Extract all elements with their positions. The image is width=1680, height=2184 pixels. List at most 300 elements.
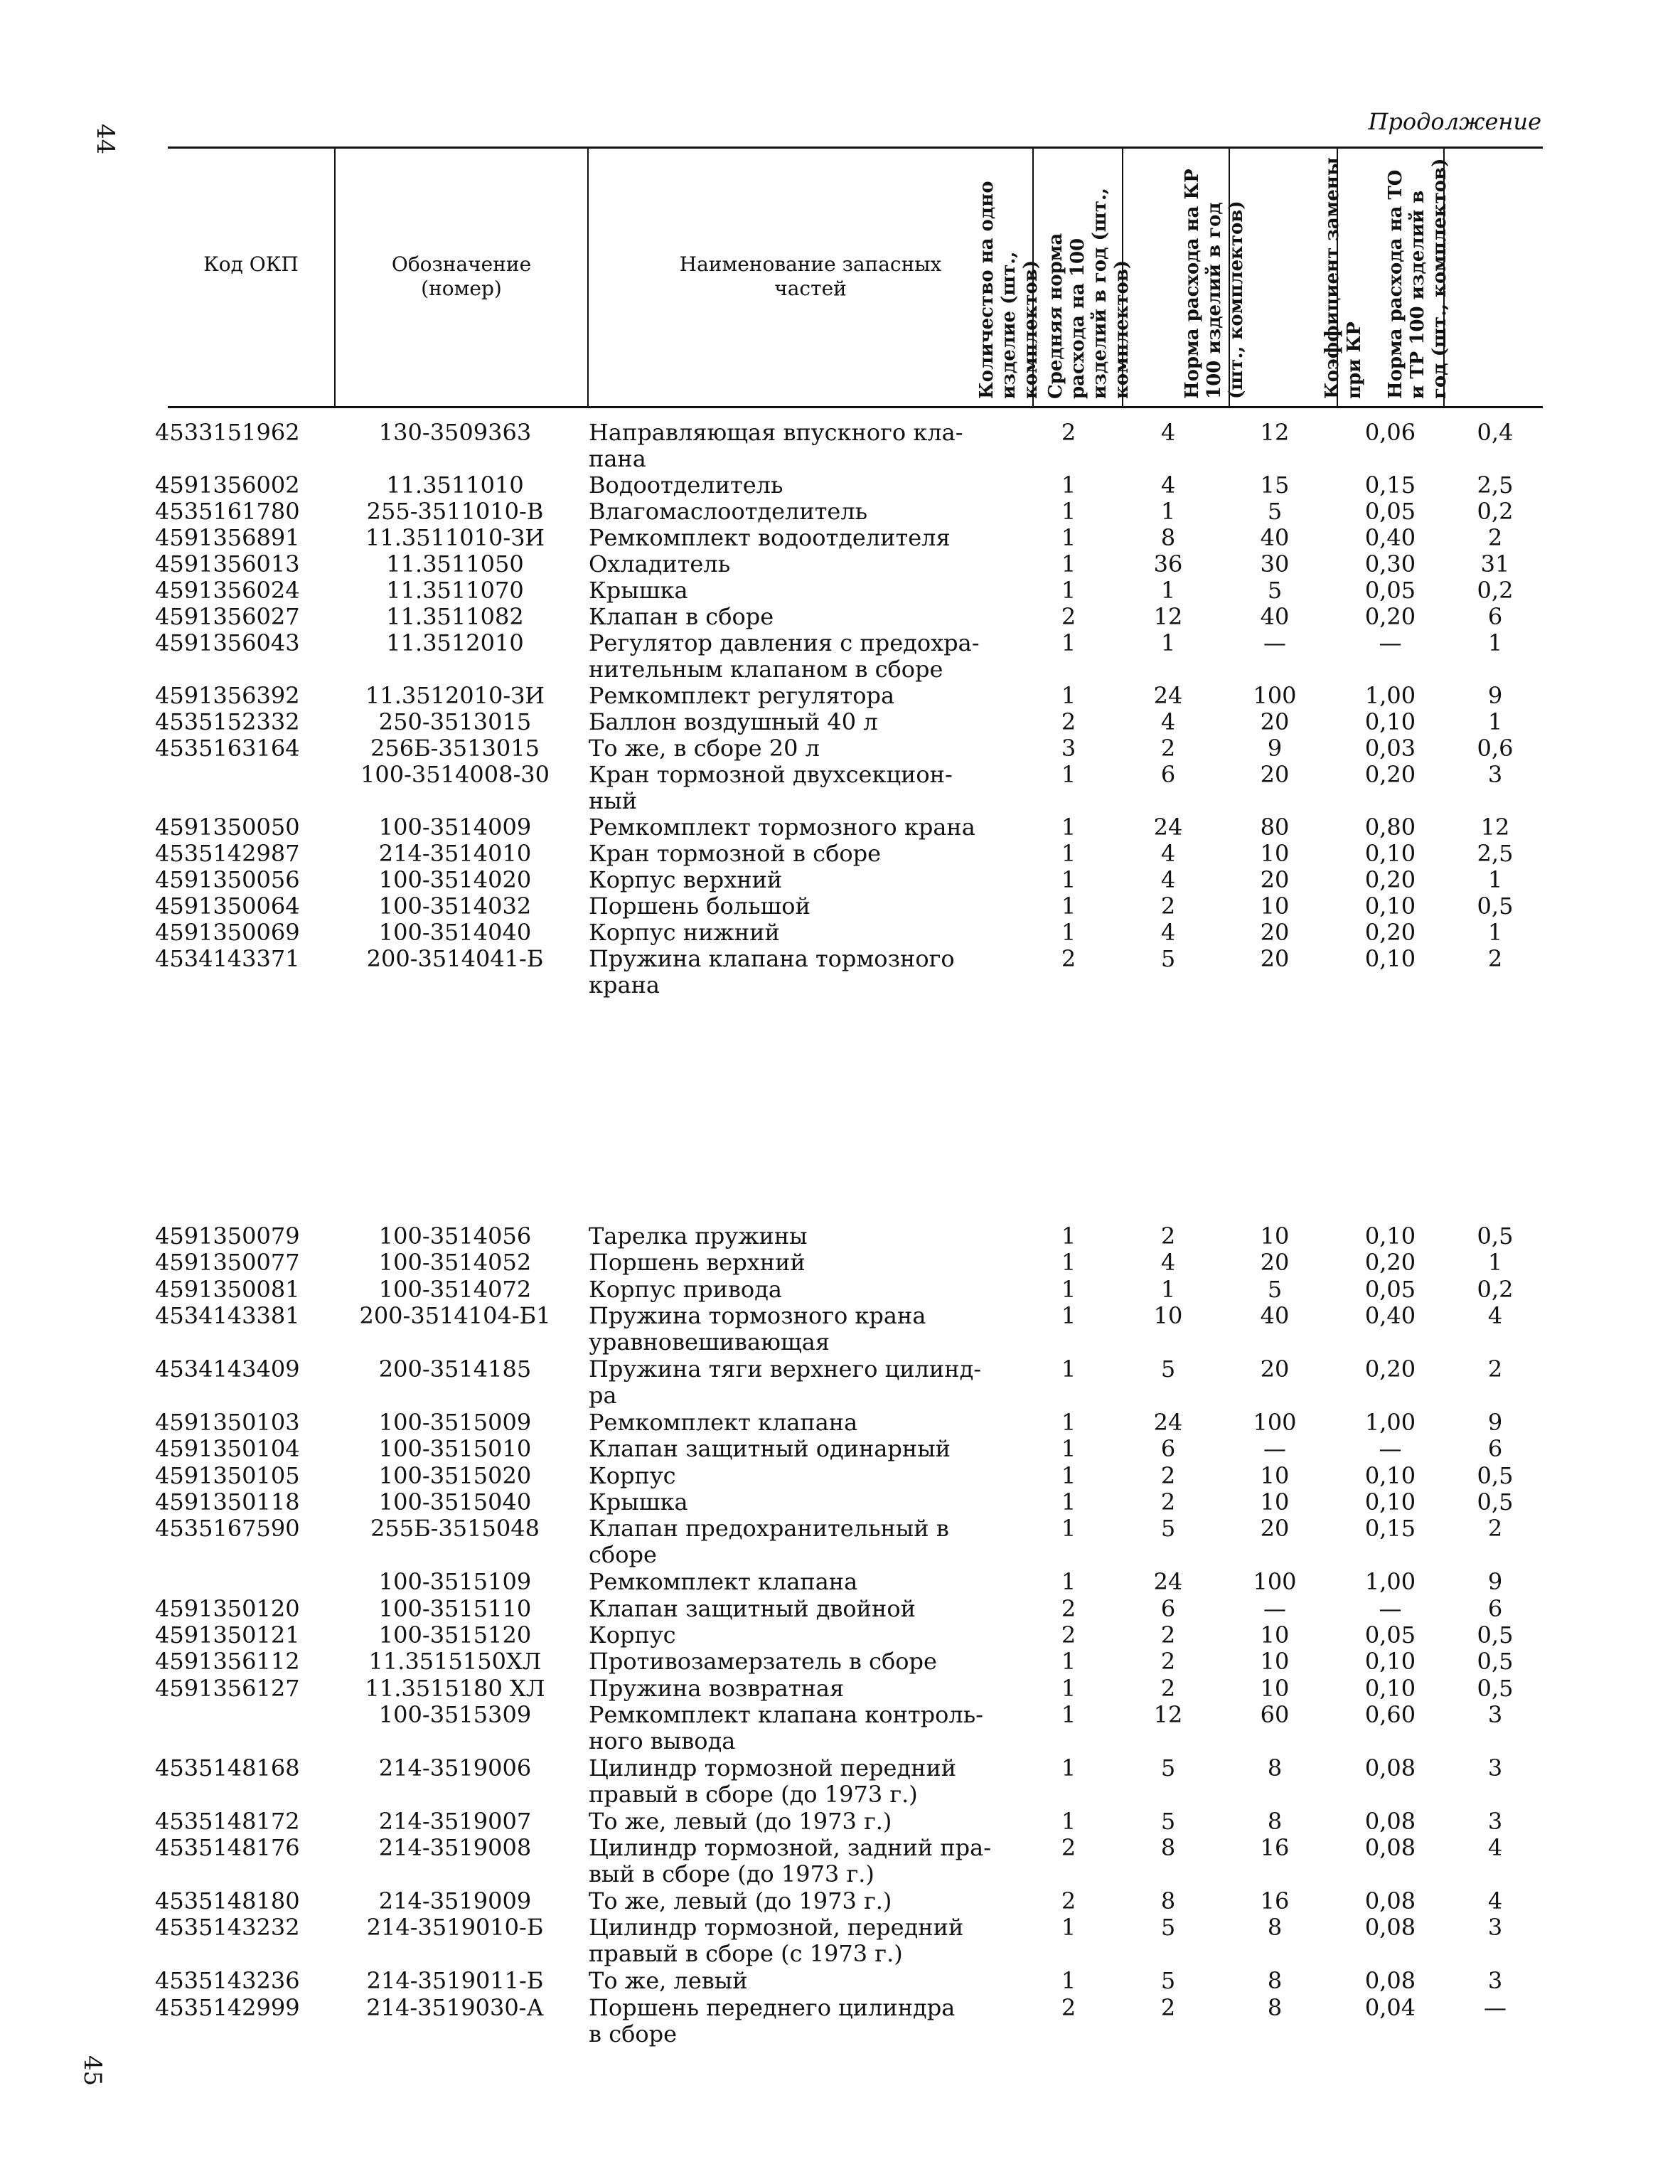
kr-norm: 100 — [1253, 1408, 1297, 1436]
part-name: Корпус — [589, 1461, 676, 1489]
table-row — [0, 629, 1680, 683]
avg-norm: 4 — [1160, 919, 1176, 946]
table-row — [0, 735, 1680, 762]
part-number: 100-3514009 — [378, 814, 532, 841]
table-row — [0, 1277, 1680, 1304]
to-tr-norm: 0,5 — [1477, 1621, 1514, 1648]
table-row — [0, 1489, 1680, 1516]
part-number: 100-3515110 — [378, 1594, 532, 1622]
kr-norm: 20 — [1260, 1249, 1290, 1277]
qty-per-unit: 1 — [1061, 1408, 1076, 1436]
to-tr-norm: 0,6 — [1477, 735, 1514, 762]
avg-norm: 4 — [1160, 472, 1176, 499]
table-row — [0, 920, 1680, 947]
header-to-norm — [1385, 149, 1543, 406]
kr-norm: 10 — [1260, 893, 1290, 920]
avg-norm: 6 — [1160, 1435, 1176, 1463]
part-number: 100-3515020 — [378, 1461, 532, 1489]
part-name: Клапан защитный двойной — [589, 1594, 916, 1622]
okp-code: 4535148168 — [155, 1754, 300, 1781]
part-number: 100-3515040 — [378, 1488, 532, 1516]
okp-code: 4591350064 — [155, 893, 300, 920]
okp-code: 4591356024 — [155, 577, 300, 604]
avg-norm: 6 — [1160, 1594, 1176, 1622]
to-tr-norm: 3 — [1487, 761, 1503, 788]
part-name: Пружина тормозного крана уравновешивающая — [589, 1302, 926, 1356]
table-row — [0, 683, 1680, 710]
to-tr-norm: 3 — [1487, 1754, 1503, 1781]
okp-code: 4535161780 — [155, 498, 300, 525]
okp-code: 4591356891 — [155, 524, 300, 551]
table-row — [0, 1834, 1680, 1888]
kr-norm: 10 — [1260, 1461, 1290, 1489]
kr-norm: 9 — [1267, 735, 1283, 762]
to-tr-norm: 2 — [1487, 524, 1503, 551]
qty-per-unit: 1 — [1061, 1275, 1076, 1303]
okp-code: 4591350103 — [155, 1408, 300, 1436]
replacement-coef: — — [1379, 1594, 1402, 1622]
part-number: 200-3514104-Б1 — [359, 1302, 551, 1330]
part-number: 256Б-3513015 — [370, 735, 540, 762]
table-row — [0, 604, 1680, 631]
part-name: Баллон воздушный 40 л — [589, 708, 878, 735]
avg-norm: 5 — [1160, 1515, 1176, 1543]
table-row — [0, 551, 1680, 578]
qty-per-unit: 1 — [1061, 1355, 1076, 1383]
replacement-coef: 1,00 — [1364, 1568, 1416, 1596]
table-row — [0, 472, 1680, 499]
kr-norm: 8 — [1267, 1914, 1283, 1941]
okp-code: 4591356002 — [155, 472, 300, 499]
part-name: Кран тормозной в сборе — [589, 840, 882, 867]
avg-norm: 4 — [1160, 1249, 1176, 1277]
part-name: То же, левый (до 1973 г.) — [589, 1887, 892, 1914]
part-number: 214-3519009 — [378, 1887, 532, 1914]
okp-code: 4591350104 — [155, 1435, 300, 1463]
avg-norm: 12 — [1153, 603, 1183, 630]
okp-code: 4591350069 — [155, 919, 300, 946]
okp-code: 4534143371 — [155, 945, 300, 972]
to-tr-norm: 4 — [1487, 1887, 1503, 1914]
header-to-norm-label: Норма расхода на ТО и ТР 100 изделий в год (шт., комплектов) — [1385, 158, 1450, 399]
qty-per-unit: 1 — [1061, 1515, 1076, 1543]
table-row — [0, 1355, 1680, 1409]
table-row — [0, 1648, 1680, 1676]
to-tr-norm: 1 — [1487, 708, 1503, 735]
qty-per-unit: 1 — [1061, 1807, 1076, 1835]
kr-norm: 10 — [1260, 1488, 1290, 1516]
part-name: Крышка — [589, 577, 688, 604]
page-number-bottom: 45 — [78, 2055, 107, 2087]
okp-code: 4535142987 — [155, 840, 300, 867]
to-tr-norm: 0,2 — [1477, 498, 1514, 525]
replacement-coef: 0,08 — [1364, 1834, 1416, 1862]
avg-norm: 5 — [1160, 1914, 1176, 1941]
part-number: 100-3515120 — [378, 1621, 532, 1648]
qty-per-unit: 2 — [1061, 1993, 1076, 2021]
avg-norm: 36 — [1153, 550, 1183, 577]
kr-norm: 60 — [1260, 1701, 1290, 1729]
header-name — [589, 149, 1034, 406]
part-name: Поршень переднего цилиндра в сборе — [589, 1993, 956, 2047]
part-number: 100-3514040 — [378, 919, 532, 946]
replacement-coef: 0,08 — [1364, 1754, 1416, 1781]
kr-norm: 8 — [1267, 1807, 1283, 1835]
avg-norm: 1 — [1160, 498, 1176, 525]
avg-norm: 8 — [1160, 1834, 1176, 1862]
table-row — [0, 525, 1680, 552]
avg-norm: 4 — [1160, 708, 1176, 735]
kr-norm: 100 — [1253, 682, 1297, 709]
table-row — [0, 1596, 1680, 1623]
okp-code: 4591356112 — [155, 1648, 300, 1676]
avg-norm: 2 — [1160, 1222, 1176, 1250]
part-number: 100-3514020 — [378, 866, 532, 893]
table-row — [0, 1250, 1680, 1277]
replacement-coef: 1,00 — [1364, 1408, 1416, 1436]
part-name: Корпус нижний — [589, 919, 780, 946]
part-name: Влагомаслоотделитель — [589, 498, 868, 525]
part-number: 250-3513015 — [378, 708, 532, 735]
to-tr-norm: 0,5 — [1477, 1674, 1514, 1702]
replacement-coef: 0,20 — [1364, 1249, 1416, 1277]
table-row — [0, 1701, 1680, 1755]
to-tr-norm: 2 — [1487, 1515, 1503, 1543]
replacement-coef: 0,08 — [1364, 1967, 1416, 1995]
header-kr-norm-label: Норма расхода на КР 100 изделий в год (шт., комплектов) — [1182, 169, 1247, 399]
kr-norm: 10 — [1260, 1648, 1290, 1676]
part-number: 214-3514010 — [378, 840, 532, 867]
okp-code: 4535143232 — [155, 1914, 300, 1941]
to-tr-norm: 4 — [1487, 1834, 1503, 1862]
replacement-coef: 0,20 — [1364, 919, 1416, 946]
kr-norm: 20 — [1260, 919, 1290, 946]
table-header — [168, 147, 1543, 408]
table-row — [0, 577, 1680, 604]
header-okp — [168, 149, 336, 406]
part-name: Цилиндр тормозной, задний пра- вый в сборе (до 1973 г.) — [589, 1834, 991, 1888]
part-name: Ремкомплект тормозного крана — [589, 814, 975, 841]
okp-code: 4535148176 — [155, 1834, 300, 1862]
avg-norm: 6 — [1160, 761, 1176, 788]
part-number: 100-3514056 — [378, 1222, 532, 1250]
qty-per-unit: 1 — [1061, 1249, 1076, 1277]
replacement-coef: 1,00 — [1364, 682, 1416, 709]
qty-per-unit: 1 — [1061, 1222, 1076, 1250]
kr-norm: 10 — [1260, 840, 1290, 867]
table-row — [0, 1809, 1680, 1836]
okp-code: 4534143381 — [155, 1302, 300, 1330]
okp-code: 4591350120 — [155, 1594, 300, 1622]
part-number: 100-3514008-30 — [360, 761, 550, 788]
part-number: 214-3519011-Б — [366, 1967, 544, 1995]
kr-norm: 80 — [1260, 814, 1290, 841]
table-row — [0, 1888, 1680, 1915]
qty-per-unit: 1 — [1061, 524, 1076, 551]
qty-per-unit: 1 — [1061, 498, 1076, 525]
part-number: 11.3515180 ХЛ — [365, 1674, 545, 1702]
qty-per-unit: 1 — [1061, 1568, 1076, 1596]
replacement-coef: 0,08 — [1364, 1887, 1416, 1914]
replacement-coef: 0,06 — [1364, 419, 1416, 446]
avg-norm: 1 — [1160, 577, 1176, 604]
okp-code: 4591350050 — [155, 814, 300, 841]
continuation-label: Продолжение — [1368, 108, 1541, 135]
avg-norm: 2 — [1160, 1621, 1176, 1648]
to-tr-norm: 9 — [1487, 682, 1503, 709]
qty-per-unit: 2 — [1061, 945, 1076, 972]
kr-norm: 40 — [1260, 603, 1290, 630]
avg-norm: 5 — [1160, 1967, 1176, 1995]
kr-norm: 8 — [1267, 1967, 1283, 1995]
table-row — [0, 1754, 1680, 1808]
qty-per-unit: 1 — [1061, 1914, 1076, 1941]
to-tr-norm: 0,5 — [1477, 893, 1514, 920]
replacement-coef: 0,05 — [1364, 498, 1416, 525]
table-row — [0, 1569, 1680, 1596]
okp-code: 4535148172 — [155, 1807, 300, 1835]
okp-code: 4535142999 — [155, 1993, 300, 2021]
page-number-top: 44 — [91, 124, 119, 155]
part-number: 214-3519007 — [378, 1807, 532, 1835]
table-row — [0, 1622, 1680, 1649]
okp-code: 4591350118 — [155, 1488, 300, 1516]
replacement-coef: 0,10 — [1364, 1674, 1416, 1702]
avg-norm: 5 — [1160, 1807, 1176, 1835]
qty-per-unit: 2 — [1061, 1887, 1076, 1914]
okp-code: 4534143409 — [155, 1355, 300, 1383]
to-tr-norm: 2 — [1487, 1355, 1503, 1383]
replacement-coef: 0,05 — [1364, 577, 1416, 604]
part-name: Тарелка пружины — [589, 1222, 808, 1250]
avg-norm: 24 — [1153, 814, 1183, 841]
table-row — [0, 893, 1680, 920]
part-name: То же, в сборе 20 л — [589, 735, 820, 762]
table-row — [0, 761, 1680, 814]
part-name: Корпус — [589, 1621, 676, 1648]
okp-code: 4591356043 — [155, 629, 300, 656]
kr-norm: 16 — [1260, 1834, 1290, 1862]
qty-per-unit: 1 — [1061, 1967, 1076, 1995]
to-tr-norm: 2,5 — [1477, 472, 1514, 499]
replacement-coef: 0,10 — [1364, 1488, 1416, 1516]
kr-norm: 15 — [1260, 472, 1290, 499]
avg-norm: 2 — [1160, 1993, 1176, 2021]
table-row — [0, 709, 1680, 736]
qty-per-unit: 2 — [1061, 1594, 1076, 1622]
replacement-coef: 0,05 — [1364, 1275, 1416, 1303]
part-name: Клапан защитный одинарный — [589, 1435, 951, 1463]
kr-norm: 10 — [1260, 1674, 1290, 1702]
qty-per-unit: 1 — [1061, 682, 1076, 709]
avg-norm: 24 — [1153, 682, 1183, 709]
part-name: Пружина клапана тормозного крана — [589, 945, 955, 998]
qty-per-unit: 1 — [1061, 472, 1076, 499]
table-row — [0, 841, 1680, 868]
replacement-coef: — — [1379, 629, 1402, 656]
part-number: 100-3515109 — [378, 1568, 532, 1596]
okp-code: 4591350056 — [155, 866, 300, 893]
avg-norm: 8 — [1160, 1887, 1176, 1914]
table-row — [0, 867, 1680, 894]
part-name: Кран тормозной двухсекцион- ный — [589, 761, 953, 814]
to-tr-norm: 0,5 — [1477, 1648, 1514, 1676]
avg-norm: 2 — [1160, 893, 1176, 920]
kr-norm: — — [1263, 1435, 1286, 1463]
part-name: Клапан в сборе — [589, 603, 774, 630]
part-number: 214-3519006 — [378, 1754, 532, 1781]
kr-norm: 30 — [1260, 550, 1290, 577]
kr-norm: 20 — [1260, 1355, 1290, 1383]
part-name: Ремкомплект клапана контроль- ного вывода — [589, 1701, 983, 1755]
qty-per-unit: 1 — [1061, 1435, 1076, 1463]
part-number: 100-3515309 — [378, 1701, 532, 1729]
to-tr-norm: 2 — [1487, 945, 1503, 972]
qty-per-unit: 2 — [1061, 603, 1076, 630]
replacement-coef: 0,15 — [1364, 1515, 1416, 1543]
okp-code: 4535163164 — [155, 735, 300, 762]
kr-norm: 20 — [1260, 761, 1290, 788]
to-tr-norm: 3 — [1487, 1807, 1503, 1835]
okp-code: 4591356392 — [155, 682, 300, 709]
part-number: 214-3519010-Б — [366, 1914, 544, 1941]
avg-norm: 5 — [1160, 1355, 1176, 1383]
qty-per-unit: 1 — [1061, 1488, 1076, 1516]
header-avg-norm-label: Средняя норма расхода на 100 изделий в год (шт., комплектов) — [1045, 188, 1133, 399]
replacement-coef: 0,10 — [1364, 1461, 1416, 1489]
kr-norm: 20 — [1260, 866, 1290, 893]
to-tr-norm: 9 — [1487, 1568, 1503, 1596]
okp-code: 4591350077 — [155, 1249, 300, 1277]
qty-per-unit: 3 — [1061, 735, 1076, 762]
replacement-coef: 0,08 — [1364, 1914, 1416, 1941]
part-name: То же, левый — [589, 1967, 748, 1995]
qty-per-unit: 1 — [1061, 893, 1076, 920]
okp-code: 4591350105 — [155, 1461, 300, 1489]
header-name-label: Наименование запасных частей — [679, 252, 942, 300]
to-tr-norm: 6 — [1487, 1435, 1503, 1463]
table-row — [0, 1993, 1680, 2047]
okp-code: 4591356027 — [155, 603, 300, 630]
replacement-coef: 0,10 — [1364, 893, 1416, 920]
kr-norm: — — [1263, 629, 1286, 656]
to-tr-norm: 31 — [1480, 550, 1510, 577]
kr-norm: 16 — [1260, 1887, 1290, 1914]
qty-per-unit: 1 — [1061, 550, 1076, 577]
part-number: 100-3514032 — [378, 893, 532, 920]
part-name: Корпус привода — [589, 1275, 782, 1303]
table-row — [0, 1302, 1680, 1356]
kr-norm: 20 — [1260, 945, 1290, 972]
replacement-coef: 0,04 — [1364, 1993, 1416, 2021]
qty-per-unit: 1 — [1061, 761, 1076, 788]
avg-norm: 2 — [1160, 1674, 1176, 1702]
avg-norm: 2 — [1160, 1488, 1176, 1516]
to-tr-norm: 6 — [1487, 1594, 1503, 1622]
part-name: Цилиндр тормозной передний правый в сборе (до 1973 г.) — [589, 1754, 957, 1808]
part-name: Цилиндр тормозной, передний правый в сборе (с 1973 г.) — [589, 1914, 964, 1968]
avg-norm: 2 — [1160, 1461, 1176, 1489]
part-name: Корпус верхний — [589, 866, 783, 893]
qty-per-unit: 1 — [1061, 919, 1076, 946]
qty-per-unit: 1 — [1061, 629, 1076, 656]
avg-norm: 1 — [1160, 1275, 1176, 1303]
qty-per-unit: 1 — [1061, 1701, 1076, 1729]
kr-norm: 40 — [1260, 524, 1290, 551]
header-coef-label: Коэффициент замены при КР — [1322, 157, 1365, 399]
table-row — [0, 1436, 1680, 1463]
header-okp-label: Код ОКП — [203, 252, 299, 276]
avg-norm: 2 — [1160, 735, 1176, 762]
avg-norm: 4 — [1160, 419, 1176, 446]
part-name: Противозамерзатель в сборе — [589, 1648, 937, 1676]
qty-per-unit: 2 — [1061, 419, 1076, 446]
qty-per-unit: 2 — [1061, 1834, 1076, 1862]
okp-code: 4535167590 — [155, 1515, 300, 1543]
qty-per-unit: 1 — [1061, 577, 1076, 604]
table-row — [0, 1410, 1680, 1437]
avg-norm: 24 — [1153, 1568, 1183, 1596]
part-name: Водоотделитель — [589, 472, 783, 499]
part-number: 100-3514052 — [378, 1249, 532, 1277]
avg-norm: 5 — [1160, 1754, 1176, 1781]
part-name: Ремкомплект клапана — [589, 1568, 858, 1596]
part-name: Регулятор давления с предохра- нительным клапаном в сборе — [589, 629, 980, 683]
okp-code: 4535152332 — [155, 708, 300, 735]
to-tr-norm: 0,5 — [1477, 1461, 1514, 1489]
okp-code: 4535143236 — [155, 1967, 300, 1995]
qty-per-unit: 1 — [1061, 1461, 1076, 1489]
to-tr-norm: 1 — [1487, 1249, 1503, 1277]
to-tr-norm: 6 — [1487, 603, 1503, 630]
part-number: 100-3514072 — [378, 1275, 532, 1303]
avg-norm: 10 — [1153, 1302, 1183, 1330]
replacement-coef: 0,20 — [1364, 1355, 1416, 1383]
to-tr-norm: 4 — [1487, 1302, 1503, 1330]
table-row — [0, 1515, 1680, 1569]
kr-norm: 40 — [1260, 1302, 1290, 1330]
replacement-coef: — — [1379, 1435, 1402, 1463]
replacement-coef: 0,80 — [1364, 814, 1416, 841]
header-qty-label: Количество на одно изделие (шт., комплектов) — [976, 181, 1042, 399]
part-number: 11.3511010 — [386, 472, 524, 499]
qty-per-unit: 2 — [1061, 708, 1076, 735]
replacement-coef: 0,05 — [1364, 1621, 1416, 1648]
kr-norm: 100 — [1253, 1568, 1297, 1596]
avg-norm: 4 — [1160, 866, 1176, 893]
qty-per-unit: 1 — [1061, 1674, 1076, 1702]
kr-norm: 10 — [1260, 1621, 1290, 1648]
part-number: 11.3511010-ЗИ — [365, 524, 545, 551]
part-number: 11.3511070 — [386, 577, 524, 604]
replacement-coef: 0,10 — [1364, 945, 1416, 972]
part-name: Пружина тяги верхнего цилинд- ра — [589, 1355, 982, 1409]
kr-norm: 10 — [1260, 1222, 1290, 1250]
replacement-coef: 0,40 — [1364, 524, 1416, 551]
avg-norm: 4 — [1160, 840, 1176, 867]
part-name: Направляющая впускного кла- пана — [589, 419, 963, 472]
table-row — [0, 499, 1680, 526]
part-name: Ремкомплект регулятора — [589, 682, 895, 709]
to-tr-norm: 1 — [1487, 629, 1503, 656]
table-row — [0, 945, 1680, 998]
qty-per-unit: 1 — [1061, 1648, 1076, 1676]
qty-per-unit: 1 — [1061, 866, 1076, 893]
to-tr-norm: 0,2 — [1477, 577, 1514, 604]
qty-per-unit: 1 — [1061, 1754, 1076, 1781]
avg-norm: 5 — [1160, 945, 1176, 972]
table-row — [0, 419, 1680, 472]
